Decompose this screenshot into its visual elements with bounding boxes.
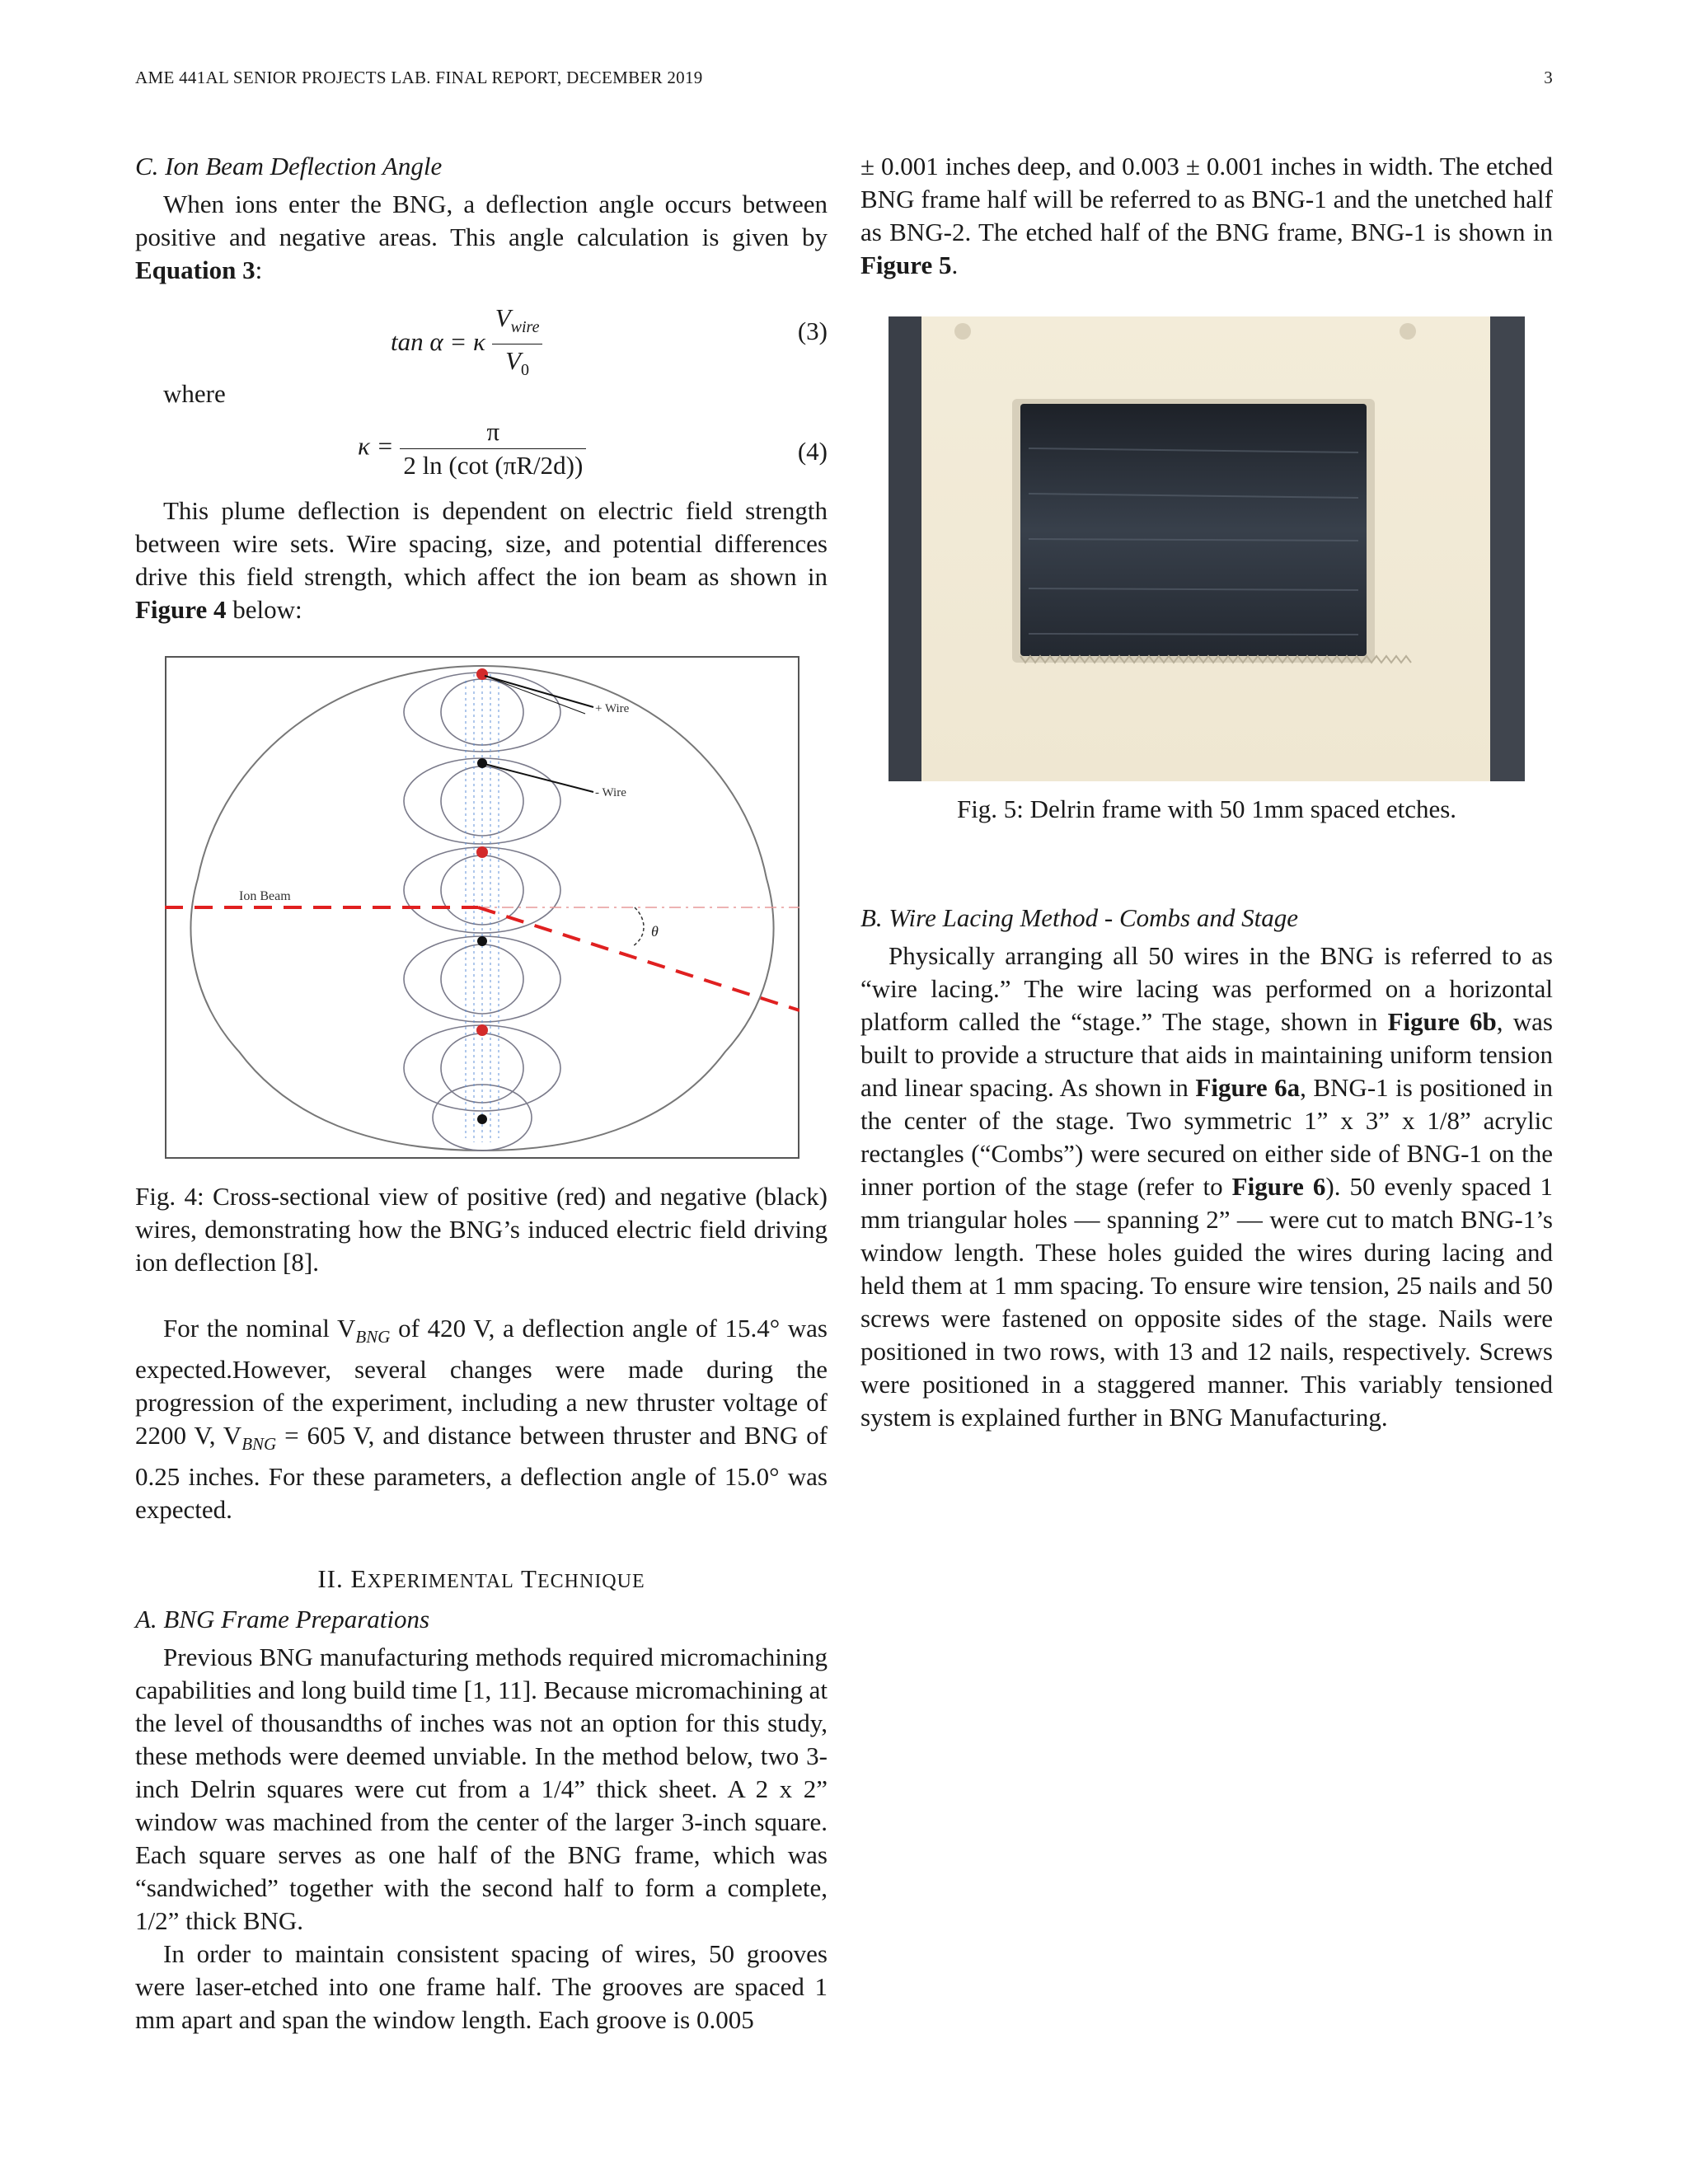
plus-wire-label: + Wire [595, 702, 630, 715]
equation-4: κ = $\frac{\pi}{2 \ln (\cot (\pi R/2d))}$ (4) [135, 415, 828, 494]
figure-4-field-diagram [165, 656, 799, 1159]
paragraph-frame-preparations: Previous BNG manufacturing methods required micromachining capabilities and long build time [1, 11]. Because micromachining at the level of thousandths of inches was not an option for this study, these methods were deemed unviable. In the method below, two 3-inch Delrin squares were cut from a 1/4” thick sheet. A 2 x 2” window was machined from the center of the larger 3-inch square. Each square serves as one half of the BNG frame, which was “sandwiched” together with the second half to form a complete, 1/2” thick BNG. [135, 1643, 828, 1936]
paragraph-plume-deflection: This plume deflection is dependent on electric field strength between wire sets. Wire spacing, size, and potential differences drive this field strength, which affect the ion beam as shown in Figure 4 below: [135, 496, 828, 624]
running-header [135, 68, 1553, 88]
subsection-heading-a: A. BNG Frame Preparations [135, 1605, 430, 1634]
where-text: where [163, 379, 226, 408]
paragraph-wire-lacing: Physically arranging all 50 wires in the BNG is referred to as “wire lacing.” The wire lacing was performed on a horizontal platform called the “stage.” The stage, shown in Figure 6b, was built to provide a structure that aids in maintaining uniform tension and linear spacing. As shown in Figure 6a, BNG-1 is positioned in the center of the stage. Two symmetric 1” x 3” x 1/8” acrylic rectangles (“Combs”) were secured on either side of BNG-1 on the inner portion of the stage (refer to Figure 6). 50 evenly spaced 1 mm triangular holes — spanning 2” — were cut to match BNG-1’s window length. These holes guided the wires during lacing and held them at 1 mm spacing. To ensure wire tension, 25 nails and 50 screws were fastened on opposite sides of the stage. Nails were positioned in two rows, with 13 and 12 nails, respectively. Screws were positioned in a staggered manner. This variably tensioned system is explained further in BNG Manufacturing. [860, 941, 1554, 1432]
subsection-heading-b: B. Wire Lacing Method - Combs and Stage [860, 903, 1298, 932]
figure-5-delrin-frame-photo [889, 316, 1525, 781]
paragraph-deflection-intro: When ions enter the BNG, a deflection angle occurs between positive and negative areas. This angle calculation is given by Equation 3: [135, 190, 828, 284]
left-column [135, 150, 828, 2036]
equation-4-number: (4) [797, 437, 828, 466]
equation-3-number: (3) [797, 316, 828, 345]
header-title: AME 441AL SENIOR PROJECTS LAB. FINAL REPORT, DECEMBER 2019 [135, 68, 703, 87]
paragraph-groove-dims: ± 0.001 inches deep, and 0.003 ± 0.001 inches in width. The etched BNG frame half will be referred to as BNG-1 and the unetched half as BNG-2. The etched half of the BNG frame, BNG-1 is shown in Figure 5. [860, 152, 1553, 279]
right-column [860, 150, 1553, 1434]
ion-beam-label: Ion Beam [239, 889, 291, 903]
equation-4-fraction: $\frac{\pi}{2 \ln (\cot (\pi R/2d))}$ [400, 415, 586, 482]
subsection-heading-c: C. Ion Beam Deflection Angle [135, 152, 443, 180]
equation-3-fraction: $\frac{V_{wire}}{V_0}$ [492, 302, 543, 387]
figure-4-caption: Fig. 4: Cross-sectional view of positive (red) and negative (black) wires, demonstrating how the BNG’s induced electric field driving ion deflection [8]. [135, 1182, 828, 1277]
minus-wire-label: - Wire [595, 786, 626, 799]
page-number: 3 [1544, 68, 1553, 87]
paragraph-grooves: In order to maintain consistent spacing of wires, 50 grooves were laser-etched into one frame half. The grooves are spaced 1 mm apart and span the window length. Each groove is 0.005 [135, 1939, 828, 2035]
figure-5-caption: Fig. 5: Delrin frame with 50 1mm spaced etches. [956, 794, 1457, 823]
theta-label: θ [651, 923, 659, 940]
section-heading-experimental-technique: II. EXPERIMENTAL TECHNIQUE [317, 1564, 645, 1594]
paragraph-nominal-vbng: For the nominal $V_{BNG}$ of 420 V, a deflection angle of 15.4° was expected.However, several changes were made during the progression of the experiment, including a new thruster voltage of 2200 V, $V_{BNG} = 605$ V, and distance between thruster and BNG of 0.25 inches. For these parameters, a deflection angle of 15.0° was expected. [135, 1314, 828, 1525]
equation-3: tan α = κ $\frac{V_{wire}}{V_0}$ (3) [135, 295, 828, 377]
